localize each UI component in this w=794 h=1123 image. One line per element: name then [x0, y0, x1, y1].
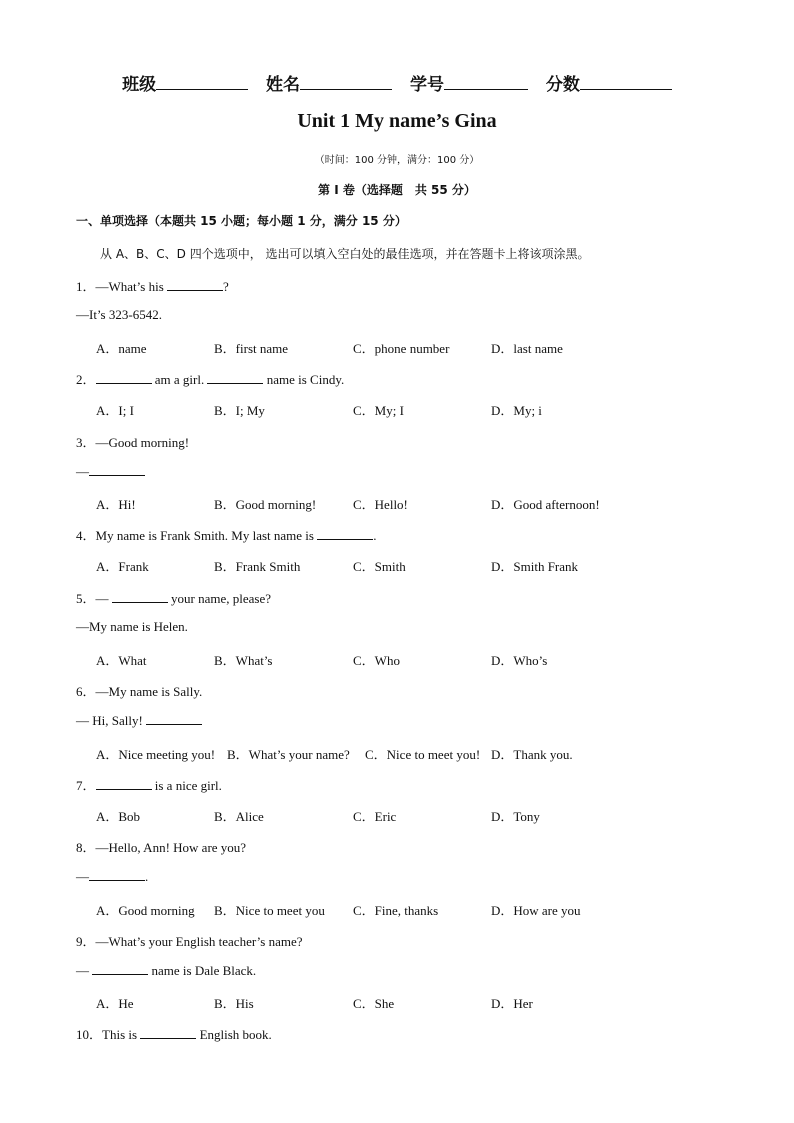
question-stem: .	[145, 869, 149, 884]
question-1-line2: —It’s 323-6542.	[76, 307, 162, 322]
question-stem: —	[95, 591, 112, 606]
id-field	[410, 75, 528, 95]
question-stem: —Good morning!	[95, 435, 190, 450]
option-c[interactable]: C．phone number	[353, 341, 450, 356]
option-a[interactable]: A．Nice meeting you!	[96, 747, 216, 762]
option-d[interactable]: D．Who’s	[491, 653, 548, 668]
option-c[interactable]: C．Eric	[353, 809, 397, 824]
question-2	[76, 369, 344, 388]
question-10	[76, 1024, 272, 1043]
id-label: 学号	[409, 75, 444, 95]
question-number: 3．	[76, 435, 96, 450]
answer-blank[interactable]	[140, 1026, 196, 1039]
option-d[interactable]: D．How are you	[491, 903, 581, 918]
option-d[interactable]: D．Tony	[491, 809, 540, 824]
option-b[interactable]: B．Frank Smith	[214, 559, 301, 574]
option-c[interactable]: C．She	[353, 996, 395, 1011]
question-stem: name is Dale Black.	[148, 963, 257, 978]
name-label: 姓名	[266, 75, 301, 95]
question-3	[76, 432, 189, 451]
score-field	[546, 75, 672, 95]
question-6-line2	[76, 712, 202, 729]
name-field	[266, 75, 392, 95]
question-6	[76, 681, 202, 700]
page-title: Unit 1 My name’s Gina	[297, 110, 497, 132]
option-c[interactable]: C．Fine, thanks	[353, 903, 439, 918]
question-number: 9．	[76, 934, 96, 949]
option-c[interactable]: C．My; I	[353, 403, 404, 418]
class-field	[122, 75, 248, 95]
question-stem: —Hello, Ann! How are you?	[95, 840, 247, 855]
question-number: 8．	[76, 840, 96, 855]
option-c[interactable]: C．Nice to meet you!	[365, 747, 481, 762]
dash: —	[76, 963, 93, 978]
question-8	[76, 837, 246, 856]
answer-blank[interactable]	[207, 371, 263, 384]
answer-blank[interactable]	[317, 527, 373, 540]
answer-blank[interactable]	[112, 590, 168, 603]
question-stem: English book.	[196, 1027, 272, 1042]
question-number: 5．	[76, 591, 96, 606]
part-heading: 第 I 卷（选择题 共 55 分）	[318, 183, 476, 197]
time-score-note: （时间：100 分钟，满分：100 分）	[314, 155, 480, 166]
option-c[interactable]: C．Who	[353, 653, 400, 668]
answer-blank[interactable]	[96, 777, 152, 790]
answer-blank[interactable]	[89, 463, 145, 476]
class-blank[interactable]	[156, 73, 248, 90]
option-a[interactable]: A．What	[96, 653, 147, 668]
option-b[interactable]: B．Alice	[214, 809, 264, 824]
score-blank[interactable]	[580, 73, 672, 90]
option-a[interactable]: A．He	[96, 996, 134, 1011]
option-b[interactable]: B．I; My	[214, 403, 265, 418]
id-blank[interactable]	[444, 73, 528, 90]
answer-blank[interactable]	[89, 868, 145, 881]
score-label: 分数	[545, 75, 580, 95]
question-stem: This is	[102, 1027, 141, 1042]
instruction-text: 从 A、B、C、D 四个选项中， 选出可以填入空白处的最佳选项，并在答题卡上将该项涂黑。	[100, 247, 590, 261]
question-stem: name is Cindy.	[263, 372, 345, 387]
option-b[interactable]: B．Good morning!	[214, 497, 317, 512]
student-info-line	[0, 70, 794, 95]
question-number: 2．	[76, 372, 96, 387]
option-a[interactable]: A．Hi!	[96, 497, 136, 512]
answer-blank[interactable]	[96, 371, 152, 384]
section-heading: 一、单项选择（本题共 15 小题；每小题 1 分，满分 15 分）	[76, 214, 407, 228]
option-b[interactable]: B．Nice to meet you	[214, 903, 325, 918]
question-stem: ?	[223, 279, 229, 294]
question-5-line2: —My name is Helen.	[76, 619, 188, 634]
question-1	[76, 276, 229, 295]
option-a[interactable]: A．I; I	[96, 403, 134, 418]
question-stem: your name, please?	[167, 591, 271, 606]
question-number: 10．	[76, 1027, 103, 1042]
question-stem: is a nice girl.	[151, 778, 222, 793]
option-c[interactable]: C．Hello!	[353, 497, 408, 512]
answer-blank[interactable]	[146, 712, 202, 725]
question-stem: — Hi, Sally!	[76, 713, 147, 728]
option-d[interactable]: D．Thank you.	[491, 747, 573, 762]
option-b[interactable]: B．What’s	[214, 653, 273, 668]
question-9	[76, 931, 303, 950]
option-a[interactable]: A．Good morning	[96, 903, 195, 918]
option-a[interactable]: A．name	[96, 341, 147, 356]
option-c[interactable]: C．Smith	[353, 559, 406, 574]
question-stem: —My name is Sally.	[95, 684, 203, 699]
question-stem: My name is Frank Smith. My last name is	[95, 528, 318, 543]
option-a[interactable]: A．Bob	[96, 809, 141, 824]
option-b[interactable]: B．first name	[214, 341, 289, 356]
option-a[interactable]: A．Frank	[96, 559, 149, 574]
answer-blank[interactable]	[167, 278, 223, 291]
question-number: 7．	[76, 778, 96, 793]
question-number: 6．	[76, 684, 96, 699]
question-3-line2	[76, 463, 145, 480]
option-d[interactable]: D．Smith Frank	[491, 559, 579, 574]
question-stem: am a girl.	[151, 372, 208, 387]
question-number: 4．	[76, 528, 96, 543]
question-7	[76, 775, 222, 794]
option-d[interactable]: D．Her	[491, 996, 533, 1011]
question-stem: —What’s his	[95, 279, 168, 294]
option-d[interactable]: D．My; i	[491, 403, 542, 418]
class-label: 班级	[122, 75, 157, 95]
dash: —	[76, 464, 89, 479]
dash: —	[76, 869, 89, 884]
name-blank[interactable]	[300, 73, 392, 90]
question-4	[76, 525, 376, 544]
question-8-line2	[76, 868, 148, 885]
question-5	[76, 588, 271, 607]
option-d[interactable]: D．last name	[491, 341, 563, 356]
question-stem: —What’s your English teacher’s name?	[95, 934, 303, 949]
option-b[interactable]: B．What’s your name?	[227, 747, 350, 762]
answer-blank[interactable]	[92, 962, 148, 975]
question-9-line2	[76, 962, 256, 979]
option-b[interactable]: B．His	[214, 996, 254, 1011]
question-stem: .	[373, 528, 377, 543]
question-number: 1．	[76, 279, 96, 294]
option-d[interactable]: D．Good afternoon!	[491, 497, 600, 512]
